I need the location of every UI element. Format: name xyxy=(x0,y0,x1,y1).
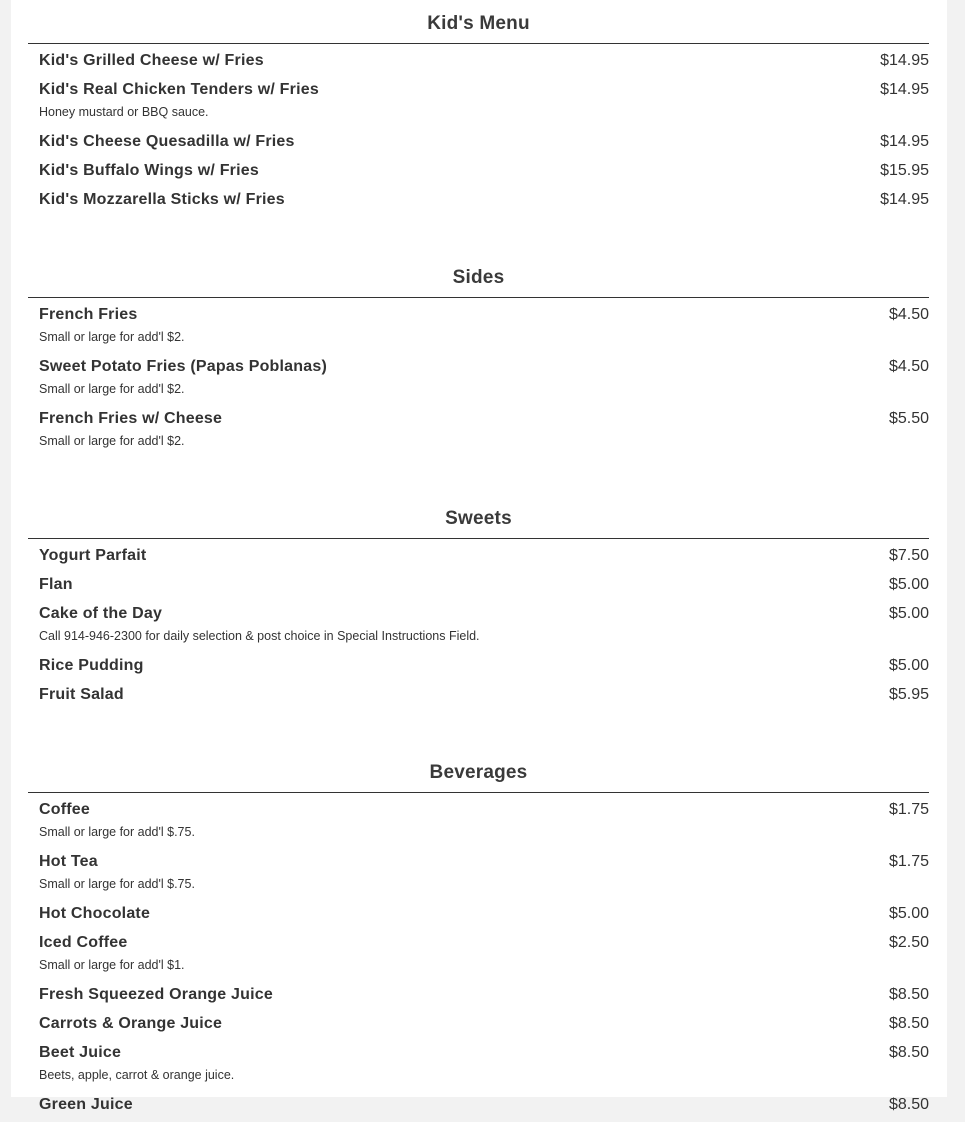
menu-item-row xyxy=(39,159,929,188)
item-price: $8.50 xyxy=(888,1096,929,1113)
menu-item-row xyxy=(39,850,929,874)
item-price: $5.95 xyxy=(888,686,929,703)
menu-item[interactable] xyxy=(28,355,929,407)
item-price: $8.50 xyxy=(888,1015,929,1032)
item-name: Iced Coffee xyxy=(39,934,128,951)
menu-item[interactable] xyxy=(28,188,929,217)
item-name: Fresh Squeezed Orange Juice xyxy=(39,986,273,1003)
menu-item-row xyxy=(39,683,929,712)
item-price: $5.50 xyxy=(888,410,929,427)
item-price: $14.95 xyxy=(880,191,929,208)
menu-item[interactable] xyxy=(28,983,929,1012)
item-name: Kid's Buffalo Wings w/ Fries xyxy=(39,162,259,179)
menu-item-row xyxy=(39,602,929,626)
item-price: $8.50 xyxy=(888,1044,929,1061)
menu-item-list xyxy=(28,44,929,217)
section-title: Sweets xyxy=(28,495,929,539)
item-name: Fruit Salad xyxy=(39,686,124,703)
menu-item[interactable] xyxy=(28,1012,929,1041)
menu-item[interactable] xyxy=(28,159,929,188)
menu-item-row xyxy=(39,983,929,1012)
menu-section-beverages xyxy=(28,749,929,1122)
menu-item[interactable] xyxy=(28,902,929,931)
menu-item[interactable] xyxy=(28,931,929,983)
menu-item-row xyxy=(39,355,929,379)
item-name: Green Juice xyxy=(39,1096,133,1113)
item-name: Kid's Cheese Quesadilla w/ Fries xyxy=(39,133,295,150)
item-description: Small or large for add'l $2. xyxy=(39,382,185,396)
menu-item-row xyxy=(39,49,929,78)
item-name: Kid's Mozzarella Sticks w/ Fries xyxy=(39,191,285,208)
menu-item[interactable] xyxy=(28,654,929,683)
menu-item[interactable] xyxy=(28,49,929,78)
item-description: Honey mustard or BBQ sauce. xyxy=(39,105,209,119)
item-price: $14.95 xyxy=(880,133,929,150)
item-price: $5.00 xyxy=(888,576,929,593)
section-title: Sides xyxy=(28,254,929,298)
item-description: Small or large for add'l $.75. xyxy=(39,877,195,891)
item-name: Beet Juice xyxy=(39,1044,122,1061)
item-price: $1.75 xyxy=(888,853,929,870)
item-name: Kid's Real Chicken Tenders w/ Fries xyxy=(39,81,319,98)
item-name: French Fries w/ Cheese xyxy=(39,410,223,427)
item-price: $14.95 xyxy=(880,81,929,98)
menu-item-row xyxy=(39,130,929,159)
menu-item-row xyxy=(39,188,929,217)
item-price: $7.50 xyxy=(888,547,929,564)
menu-item-row xyxy=(39,1012,929,1041)
menu-item[interactable] xyxy=(28,544,929,573)
item-price: $2.50 xyxy=(888,934,929,951)
menu-item-list xyxy=(28,539,929,712)
item-price: $4.50 xyxy=(888,306,929,323)
item-name: Kid's Grilled Cheese w/ Fries xyxy=(39,52,264,69)
menu-item[interactable] xyxy=(28,1041,929,1093)
item-description: Small or large for add'l $.75. xyxy=(39,825,195,839)
menu-item[interactable] xyxy=(28,850,929,902)
item-price: $8.50 xyxy=(888,986,929,1003)
item-name: French Fries xyxy=(39,306,138,323)
item-name: Yogurt Parfait xyxy=(39,547,147,564)
item-name: Cake of the Day xyxy=(39,605,163,622)
section-title: Beverages xyxy=(28,749,929,793)
menu-item[interactable] xyxy=(28,1093,929,1122)
section-title: Kid's Menu xyxy=(28,0,929,44)
item-name: Rice Pudding xyxy=(39,657,144,674)
menu-item[interactable] xyxy=(28,573,929,602)
item-description: Small or large for add'l $2. xyxy=(39,434,185,448)
item-name: Hot Chocolate xyxy=(39,905,151,922)
menu-section-kids xyxy=(28,0,929,217)
menu-item-row xyxy=(39,902,929,931)
item-description: Small or large for add'l $2. xyxy=(39,330,185,344)
item-name: Flan xyxy=(39,576,73,593)
menu-item-row xyxy=(39,931,929,955)
menu-item[interactable] xyxy=(28,303,929,355)
item-price: $5.00 xyxy=(888,657,929,674)
item-price: $14.95 xyxy=(880,52,929,69)
item-name: Hot Tea xyxy=(39,853,98,870)
menu-item-row xyxy=(39,407,929,431)
menu-item-row xyxy=(39,78,929,102)
item-price: $1.75 xyxy=(888,801,929,818)
menu-item-row xyxy=(39,544,929,573)
item-description: Beets, apple, carrot & orange juice. xyxy=(39,1068,235,1082)
item-price: $15.95 xyxy=(880,162,929,179)
item-price: $4.50 xyxy=(888,358,929,375)
item-name: Sweet Potato Fries (Papas Poblanas) xyxy=(39,358,327,375)
item-name: Carrots & Orange Juice xyxy=(39,1015,223,1032)
menu-item[interactable] xyxy=(28,407,929,459)
menu-section-sides xyxy=(28,254,929,459)
menu-item-row xyxy=(39,573,929,602)
item-price: $5.00 xyxy=(888,905,929,922)
item-price: $5.00 xyxy=(888,605,929,622)
menu-item-list xyxy=(28,298,929,459)
item-name: Coffee xyxy=(39,801,90,818)
item-description: Call 914-946-2300 for daily selection & post choice in Special Instructions Field. xyxy=(39,629,480,643)
menu-item-row xyxy=(39,303,929,327)
menu-page xyxy=(11,0,947,1113)
menu-section-sweets xyxy=(28,495,929,712)
menu-item[interactable] xyxy=(28,683,929,712)
menu-item[interactable] xyxy=(28,78,929,130)
item-description: Small or large for add'l $1. xyxy=(39,958,185,972)
menu-item[interactable] xyxy=(28,798,929,850)
menu-item[interactable] xyxy=(28,130,929,159)
menu-item-row xyxy=(39,654,929,683)
menu-item[interactable] xyxy=(28,602,929,654)
menu-item-row xyxy=(39,798,929,822)
menu-item-list xyxy=(28,793,929,1122)
menu-item-row xyxy=(39,1093,929,1122)
menu-item-row xyxy=(39,1041,929,1065)
